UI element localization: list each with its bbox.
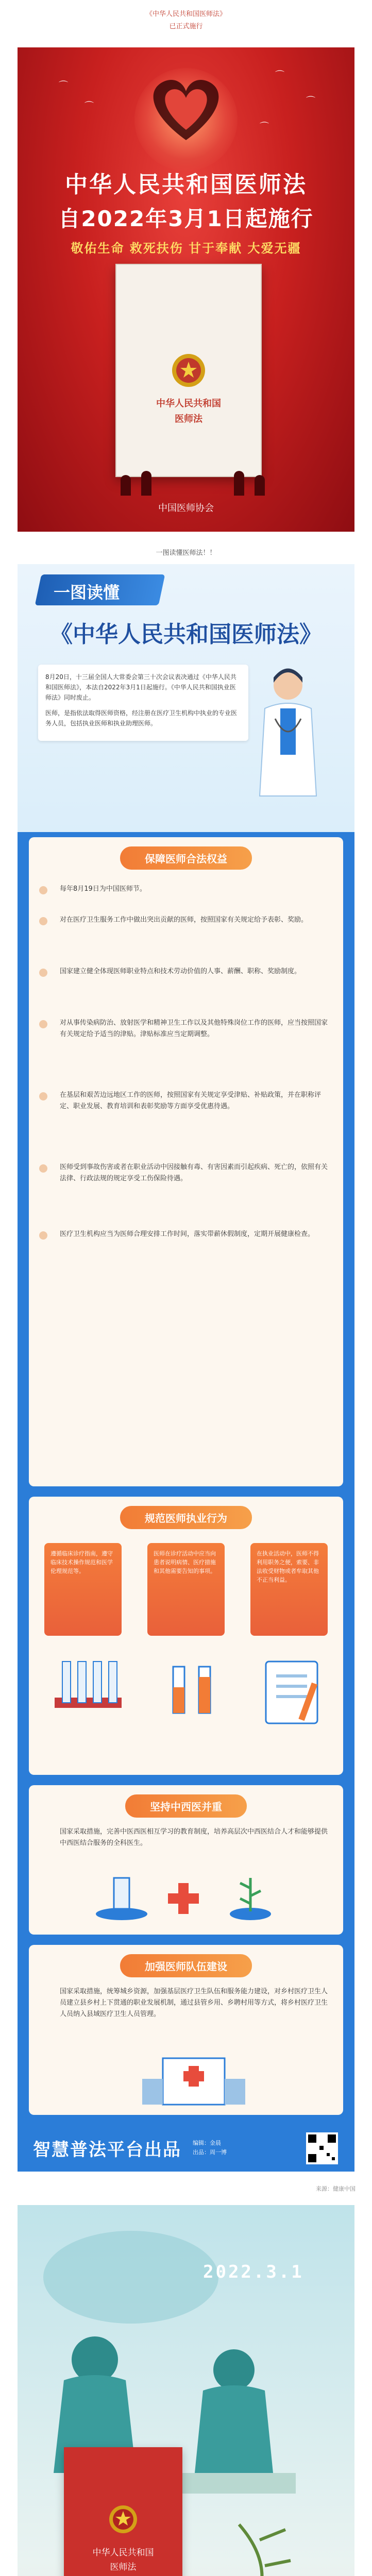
intro-box (38, 665, 248, 741)
header-line-1: 《中华人民共和国医师法》 (145, 10, 226, 18)
section-item: 对从事传染病防治、放射医学和精神卫生工作以及其他特殊岗位工作的医师，应当按照国家有关规定给予适当的津贴。津贴标准应当定期调整。 (60, 1019, 328, 1038)
section-card (29, 1785, 343, 1935)
bullet-icon (39, 1231, 47, 1240)
poster-footer: 中国医师协会 (158, 503, 214, 514)
bullet-icon (39, 1164, 47, 1173)
bird-icon: ⌒ (275, 70, 284, 81)
intro-paragraph: 8月20日，十三届全国人大常委会第三十次会议表决通过《中华人民共和国医师法》，本法自2022年3月1日起施行。《中华人民共和国执业医师法》同时废止。 (45, 673, 236, 701)
crowd-figure (234, 471, 244, 496)
law-date: 2022.3.1 (203, 2262, 304, 2282)
bullet-icon (39, 1092, 47, 1100)
section-card (29, 1945, 343, 2115)
section-card (29, 837, 343, 1486)
test-tubes-icon (49, 1651, 127, 1728)
rule-card: 在执业活动中，医师不得利用职务之便，索要、非法收受财物或者牟取其他不正当利益。 (250, 1543, 328, 1636)
section-item: 每年8月19日为中国医师节。 (60, 885, 146, 893)
heart-hands-icon (140, 68, 232, 145)
poster-slogan: 敬佑生命 救死扶伤 甘于奉献 大爱无疆 (71, 241, 301, 256)
book-title-line-1: 中华人民共和国 (92, 2548, 154, 2558)
syringe-icon (153, 1651, 230, 1728)
rule-card: 遵循临床诊疗指南，遵守临床技术操作规范和医学伦理规范等。 (44, 1543, 122, 1636)
section-item: 对在医疗卫生服务工作中做出突出贡献的医师，按照国家有关规定给予表彰、奖励。 (60, 916, 308, 924)
infographic (18, 564, 354, 2172)
brand-bar (18, 2125, 354, 2172)
medical-record-icon (256, 1651, 333, 1728)
section-title: 保障医师合法权益 (120, 846, 252, 870)
article-header (0, 0, 372, 46)
credit-editor: 编辑：金晨 (193, 2140, 221, 2146)
poster-subtitle: 自2022年3月1日起施行 (58, 206, 314, 231)
law-book (64, 2447, 182, 2576)
book-title-line-2: 医师法 (175, 414, 202, 425)
credit-producer: 出品：周一博 (193, 2149, 227, 2156)
header-line-2: 已正式施行 (169, 23, 203, 30)
section-title: 规范医师执业行为 (120, 1506, 252, 1529)
credits (193, 2139, 227, 2157)
national-emblem-icon (171, 352, 207, 388)
source-credit: 来源：健康中国 (316, 2185, 356, 2192)
bullet-icon (39, 917, 47, 925)
bottom-illustration (18, 2205, 354, 2576)
medicine-icons (91, 1868, 286, 1924)
bird-icon: ⌒ (260, 122, 269, 132)
law-poster (18, 47, 354, 532)
national-emblem-icon (108, 2504, 139, 2535)
banner-text: 一图读懂 (54, 583, 120, 602)
section-item: 国家采取措施，完善中医西医相互学习的教育制度，培养高层次中西医结合人才和能够提供中西医结合服务的全科医生。 (60, 1828, 328, 1847)
section-item: 国家采取措施，统筹城乡资源，加强基层医疗卫生队伍和服务能力建设，对乡村医疗卫生人员建立县乡村上下贯通的职业发展机制，通过县管乡用、乡聘村用等方式，将乡村医疗卫生人员纳入县域医疗卫生人员管理。 (60, 1988, 328, 2018)
section-item: 医师受到事故伤害或者在职业活动中因接触有毒、有害因素而引起疾病、死亡的，依照有关法律、行政法规的规定享受工伤保险待遇。 (60, 1163, 328, 1182)
bird-icon: ⌒ (84, 101, 94, 112)
bird-icon: ⌒ (59, 80, 68, 91)
section-item: 医疗卫生机构应当为医师合理安排工作时间，落实带薪休假制度，定期开展健康检查。 (60, 1230, 315, 1238)
poster-title: 中华人民共和国医师法 (65, 172, 307, 198)
section-card (29, 1497, 343, 1775)
divider-text: 一图读懂医师法！！ (156, 549, 216, 557)
book-title-line-2: 医师法 (110, 2562, 137, 2572)
brand-title: 智慧普法平台出品 (33, 2140, 181, 2160)
qr-code-icon (306, 2132, 338, 2164)
crowd-figure (255, 475, 265, 496)
section-title: 加强医师队伍建设 (120, 1954, 252, 1977)
intro-paragraph: 医师，是指依法取得医师资格，经注册在医疗卫生机构中执业的专业医务人员，包括执业医师和执业助理医师。 (45, 709, 238, 727)
bullet-icon (39, 1020, 47, 1028)
bullet-icon (39, 969, 47, 977)
section-item: 国家建立健全体现医师职业特点和技术劳动价值的人事、薪酬、职称、奖励制度。 (60, 968, 301, 975)
rule-card: 医师在诊疗活动中应当向患者说明病情、医疗措施和其他需要告知的事项。 (147, 1543, 225, 1636)
infographic-title: 《中华人民共和国医师法》 (50, 621, 322, 648)
bullet-icon (39, 886, 47, 894)
crowd-figure (121, 475, 131, 496)
law-book (115, 264, 262, 477)
hospital-icon (132, 2048, 256, 2110)
doctor-illustration (244, 657, 332, 801)
crowd-figure (141, 471, 151, 496)
section-item: 在基层和艰苦边远地区工作的医师，按照国家有关规定享受津贴、补贴政策，并在职称评定、职业发展、教育培训和表彰奖励等方面享受优惠待遇。 (60, 1091, 322, 1110)
bird-icon: ⌒ (306, 96, 315, 107)
book-title-line-1: 中华人民共和国 (156, 398, 221, 409)
section-title: 坚持中西医并重 (125, 1794, 247, 1818)
